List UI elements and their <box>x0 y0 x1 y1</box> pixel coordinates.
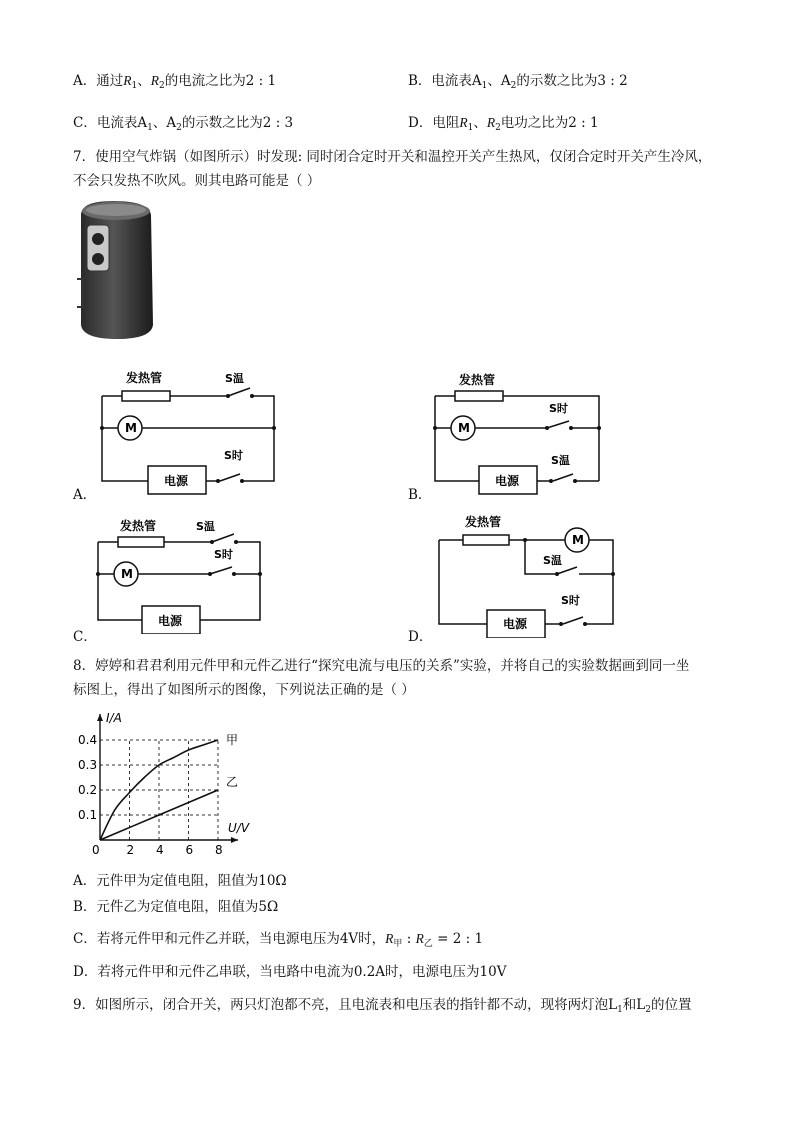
circuit-b-heater-label: 发热管 <box>459 373 496 387</box>
circuit-d-switch-temp-label: S温 <box>543 554 562 567</box>
q8-option-a: A．元件甲为定值电阻，阻值为10Ω <box>73 873 287 889</box>
q6-option-a: A．通过$R_1$、$R_2$的电流之比为2 : 1 <box>73 73 277 91</box>
y-tick-label: 0.2 <box>78 783 98 797</box>
chart-axes <box>97 714 238 843</box>
circuit-a-source-label: 电源 <box>164 474 189 488</box>
circuit-d-heater-label: 发热管 <box>465 515 502 529</box>
air-fryer-photo <box>73 197 159 343</box>
circuit-a-heater-label: 发热管 <box>126 371 163 385</box>
circuit-a-motor-label: M <box>125 421 137 435</box>
circuit-d-switch-timer-label: S时 <box>561 594 580 607</box>
circuit-b-switch-timer-label: S时 <box>549 402 568 415</box>
circuit-d-source-label: 电源 <box>503 617 528 631</box>
circuit-a-switch-timer-label: S时 <box>224 449 243 462</box>
chart-x-axis-label: U/V <box>228 821 250 835</box>
circuit-c-source-label: 电源 <box>158 614 183 628</box>
q6-option-c: C．电流表$A_1$、$A_2$的示数之比为2 : 3 <box>73 115 294 133</box>
q7-stem-line2: 不会只发热不吹风。则其电路可能是（ ） <box>73 173 321 189</box>
x-tick-label: 6 <box>185 843 194 857</box>
circuit-c-motor-label: M <box>121 567 133 581</box>
circuit-d-motor-label: M <box>572 533 584 547</box>
q8-stem-line2: 标图上，得出了如图所示的图像，下列说法正确的是（ ） <box>73 682 415 698</box>
y-axis-arrow <box>97 714 103 721</box>
q8-stem-line1: 8．婷婷和君君利用元件甲和元件乙进行“探究电流与电压的关系”实验，并将自己的实验数据画到同一坐 <box>73 658 690 674</box>
q6-option-d: D．电阻$R_1$、$R_2$电功之比为2 : 1 <box>408 115 599 133</box>
x-axis-arrow <box>231 837 238 843</box>
circuit-b-source-label: 电源 <box>495 474 520 488</box>
q8-option-d: D．若将元件甲和元件乙串联，当电路中电流为0.2A时，电源电压为10V <box>73 964 507 980</box>
circuit-a <box>100 366 280 496</box>
circuit-d <box>437 512 619 638</box>
x-tick-label: 4 <box>156 843 164 857</box>
x-tick-label: 0 <box>92 843 100 857</box>
x-tick-label: 2 <box>126 843 135 857</box>
circuit-c-option-label: C． <box>73 629 97 645</box>
q6-option-b: B．电流表$A_1$、$A_2$的示数之比为3 : 2 <box>408 73 628 91</box>
q7-stem-line1: 7．使用空气炸锅（如图所示）时发现: 同时闭合定时开关和温控开关产生热风，仅闭合定时开关产生冷风， <box>73 149 712 165</box>
q8-option-b: B．元件乙为定值电阻，阻值为5Ω <box>73 899 279 915</box>
circuit-c-switch-timer-label: S时 <box>214 548 233 561</box>
circuit-a-switch-temp-label: S温 <box>225 372 244 385</box>
q9-stem-line1: 9．如图所示，闭合开关，两只灯泡都不亮，且电流表和电压表的指针都不动，现将两灯泡$L_1$和$L_2$的位置 <box>73 997 692 1015</box>
circuit-b <box>433 366 605 496</box>
iu-graph <box>76 708 250 858</box>
x-tick-label: 8 <box>215 843 223 857</box>
chart-y-axis-label: I/A <box>106 711 122 725</box>
q8-option-c: C．若将元件甲和元件乙并联，当电源电压为4V时，$R_甲$ : $R_乙 = 2$ : 1 <box>73 931 484 949</box>
y-tick-label: 0.3 <box>78 758 98 772</box>
circuit-a-option-label: A． <box>73 487 97 503</box>
circuit-d-option-label: D． <box>408 629 433 645</box>
chart-grid <box>100 740 218 840</box>
circuit-c-heater-label: 发热管 <box>120 519 157 533</box>
circuit-b-switch-temp-label: S温 <box>551 454 570 467</box>
circuit-b-option-label: B． <box>408 487 432 503</box>
y-tick-label: 0.1 <box>78 808 98 822</box>
circuit-c-switch-temp-label: S温 <box>196 520 215 533</box>
chart-series <box>100 733 238 840</box>
series-label-jia: 甲 <box>226 733 239 747</box>
circuit-c <box>96 512 266 634</box>
circuit-b-motor-label: M <box>458 421 470 435</box>
series-label-yi: 乙 <box>226 775 239 789</box>
y-tick-label: 0.4 <box>78 733 98 747</box>
